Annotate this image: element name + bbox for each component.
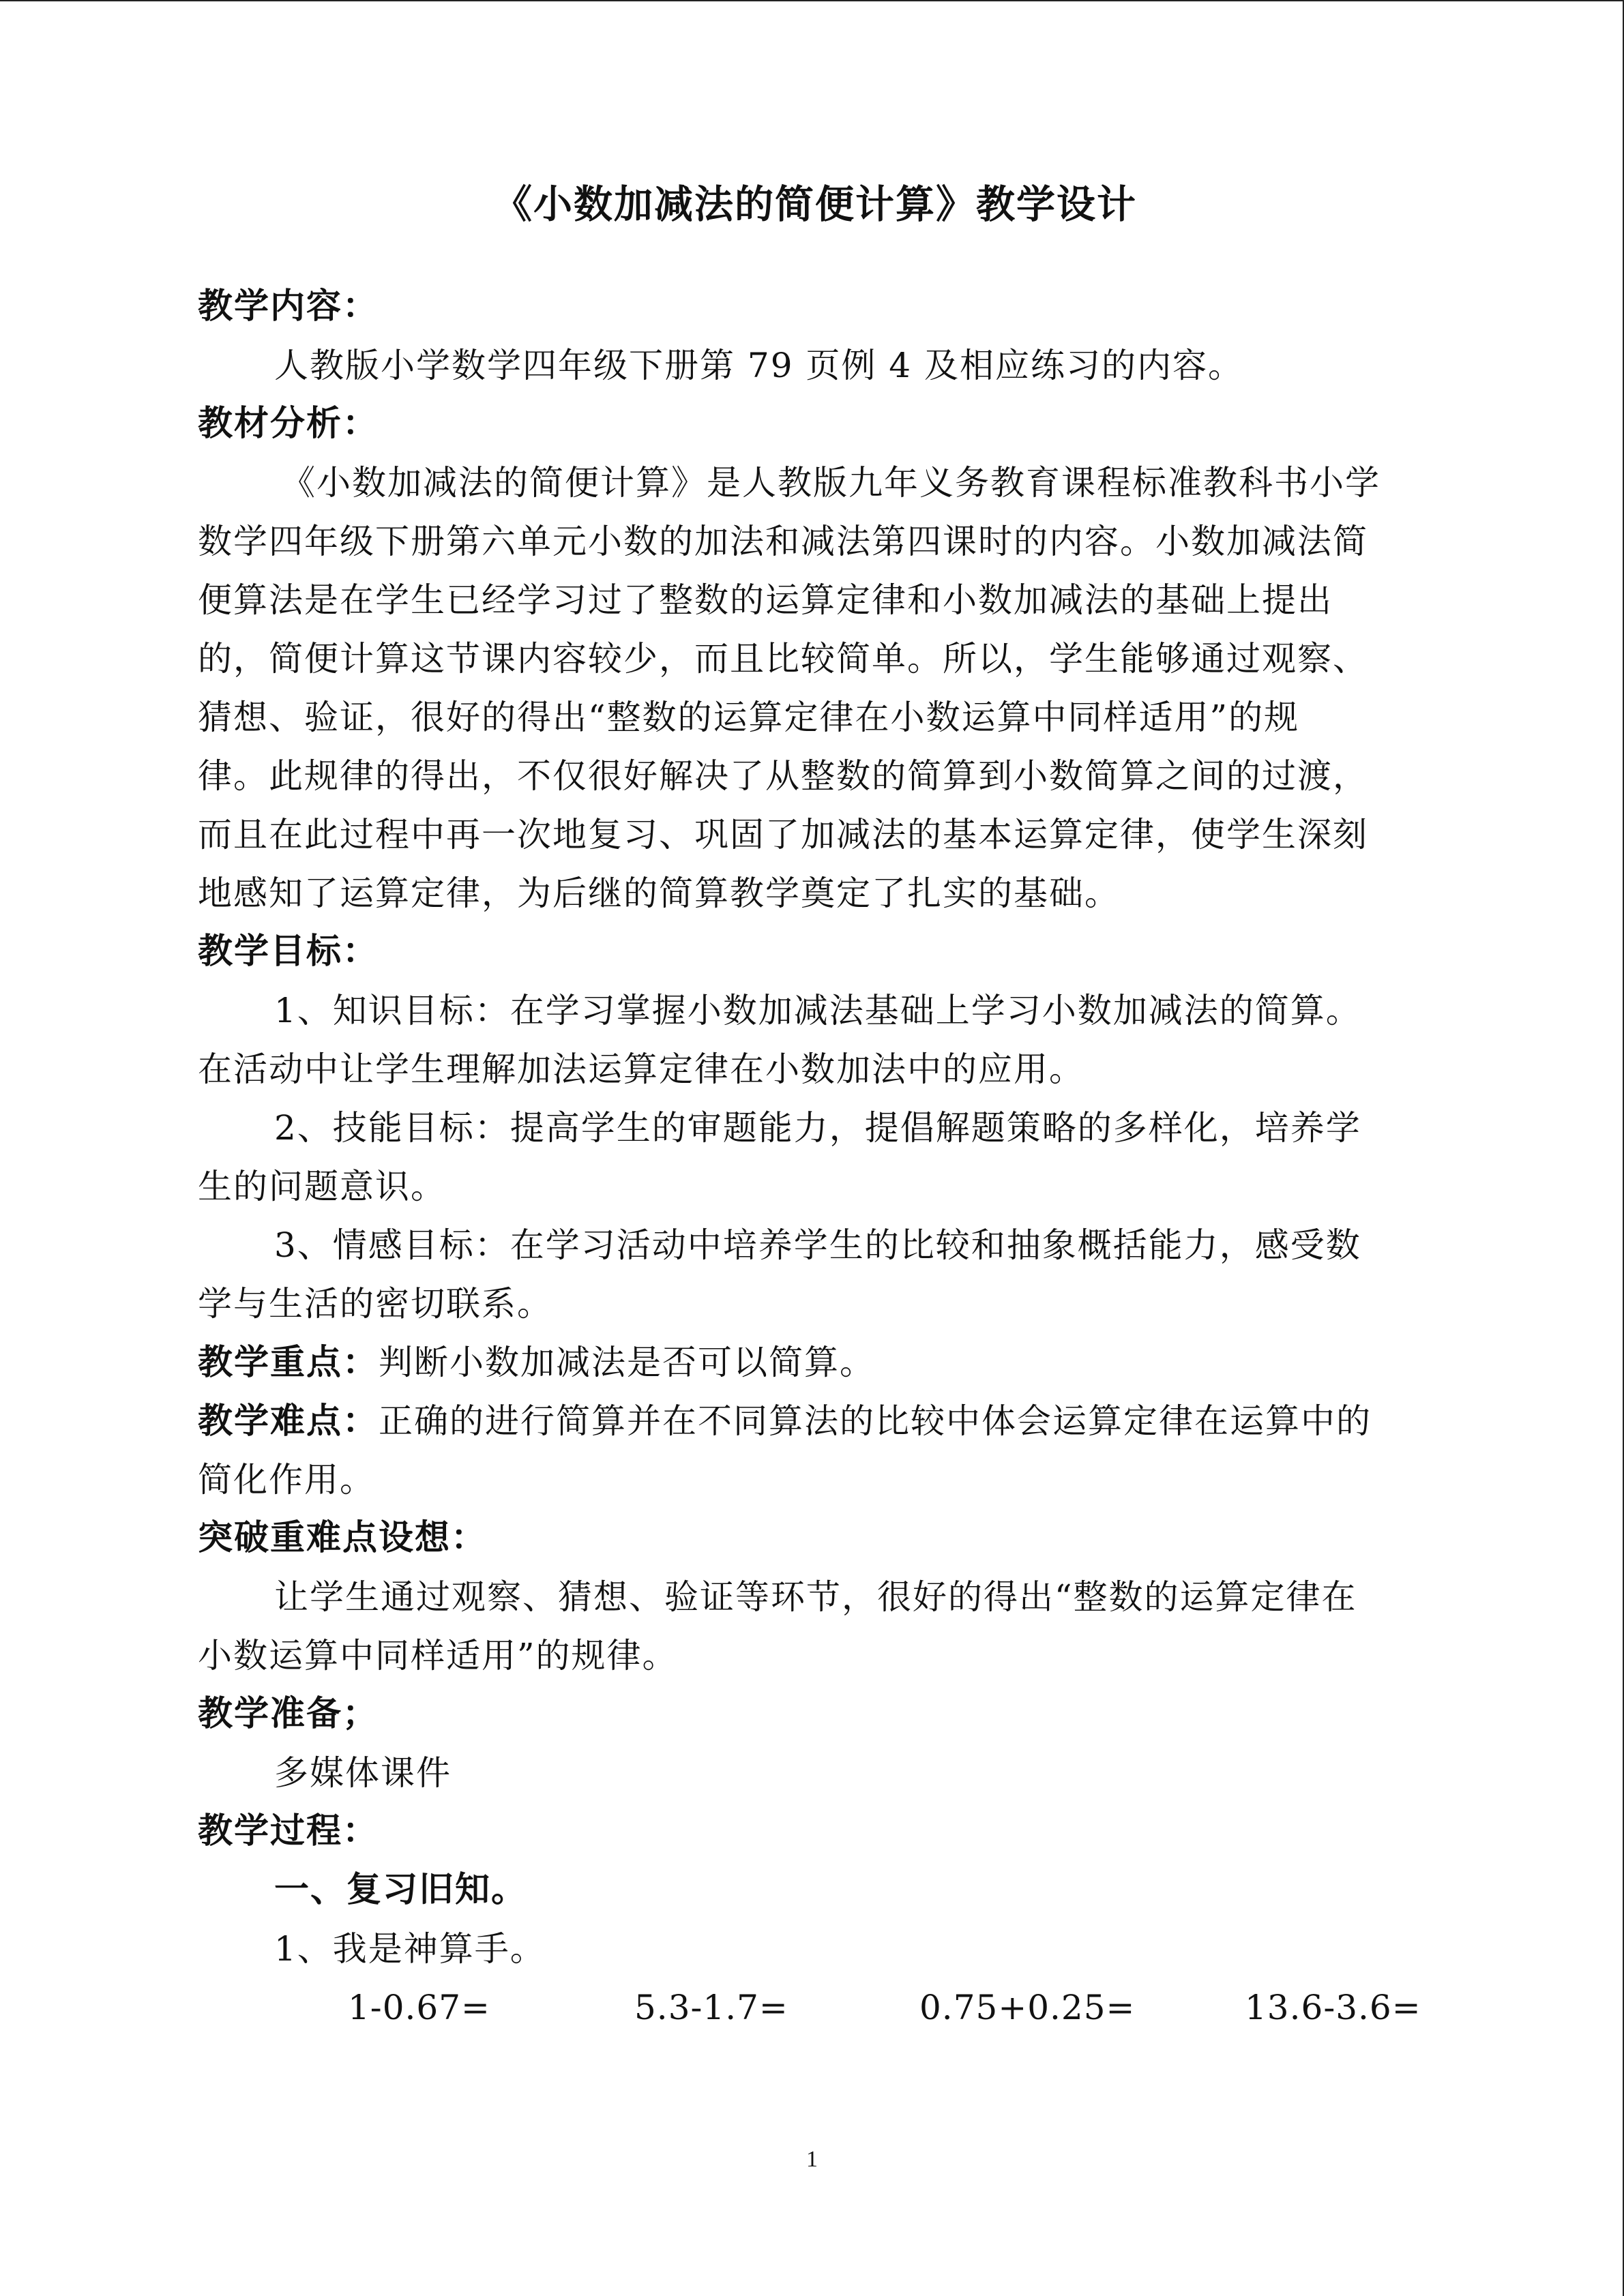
breakthrough-line: 让学生通过观察、猜想、验证等环节，很好的得出“整数的运算定律在 (274, 1577, 1357, 1617)
goal-emotion-line: 3、情感目标：在学习活动中培养学生的比较和抽象概括能力，感受数 (274, 1225, 1361, 1265)
formula-item: 0.75+0.25= (919, 1988, 1136, 2027)
goal-emotion-line: 学与生活的密切联系。 (198, 1284, 552, 1324)
analysis-line: 而且在此过程中再一次地复习、巩固了加减法的基本运算定律，使学生深刻 (198, 815, 1368, 854)
breakthrough-heading: 突破重难点设想： (198, 1518, 488, 1558)
key-point-text: 判断小数加减法是否可以简算。 (379, 1343, 876, 1382)
key-point-label: 教学重点： (198, 1343, 379, 1383)
document-body (198, 174, 1460, 2037)
difficult-point-row (198, 1392, 1460, 1450)
difficult-point-label: 教学难点： (198, 1401, 379, 1442)
formula-item: 5.3-1.7= (634, 1988, 788, 2027)
goal-knowledge-line: 在活动中让学生理解加法运算定律在小数加法中的应用。 (198, 1049, 1084, 1089)
process-sub-item: 1、我是神算手。 (274, 1929, 546, 1969)
process-heading: 教学过程： (198, 1811, 379, 1851)
analysis-line: 地感知了运算定律，为后继的简算教学奠定了扎实的基础。 (198, 874, 1120, 913)
analysis-line: 律。此规律的得出，不仅很好解决了从整数的简算到小数简算之间的过渡， (198, 756, 1368, 796)
analysis-line: 的，简便计算这节课内容较少，而且比较简单。所以，学生能够通过观察、 (198, 639, 1368, 679)
goal-knowledge-line: 1、知识目标：在学习掌握小数加减法基础上学习小数加减法的简算。 (274, 991, 1361, 1030)
analysis-line: 《小数加减法的简便计算》是人教版九年义务教育课程标准教科书小学 (281, 463, 1381, 503)
breakthrough-line: 小数运算中同样适用”的规律。 (198, 1636, 678, 1675)
content-text: 人教版小学数学四年级下册第 79 页例 4 及相应练习的内容。 (274, 346, 1244, 385)
goal-skill-line: 2、技能目标：提高学生的审题能力，提倡解题策略的多样化，培养学 (274, 1108, 1361, 1148)
analysis-heading: 教材分析： (198, 404, 379, 444)
preparation-heading: 教学准备； (198, 1694, 379, 1734)
formula-item: 1-0.67= (348, 1988, 490, 2027)
goals-heading: 教学目标： (198, 931, 379, 972)
page-number: 1 (806, 2147, 818, 2172)
key-point-row (198, 1333, 1460, 1392)
difficult-point-continuation: 简化作用。 (198, 1460, 375, 1500)
formula-item: 13.6-3.6= (1245, 1988, 1421, 2027)
document-title: 《小数加减法的简便计算》教学设计 (493, 182, 1137, 227)
process-section-review: 一、复习旧知。 (274, 1870, 528, 1910)
goal-skill-line: 生的问题意识。 (198, 1167, 446, 1206)
preparation-text: 多媒体课件 (274, 1753, 452, 1793)
analysis-line: 猜想、验证，很好的得出“整数的运算定律在小数运算中同样适用”的规 (198, 698, 1300, 737)
content-heading: 教学内容： (198, 286, 379, 327)
analysis-line: 便算法是在学生已经学习过了整数的运算定律和小数加减法的基础上提出 (198, 580, 1333, 620)
formula-row (198, 1978, 1460, 2037)
analysis-line: 数学四年级下册第六单元小数的加法和减法第四课时的内容。小数加减法简 (198, 522, 1368, 561)
difficult-point-text: 正确的进行简算并在不同算法的比较中体会运算定律在运算中的 (379, 1401, 1372, 1441)
